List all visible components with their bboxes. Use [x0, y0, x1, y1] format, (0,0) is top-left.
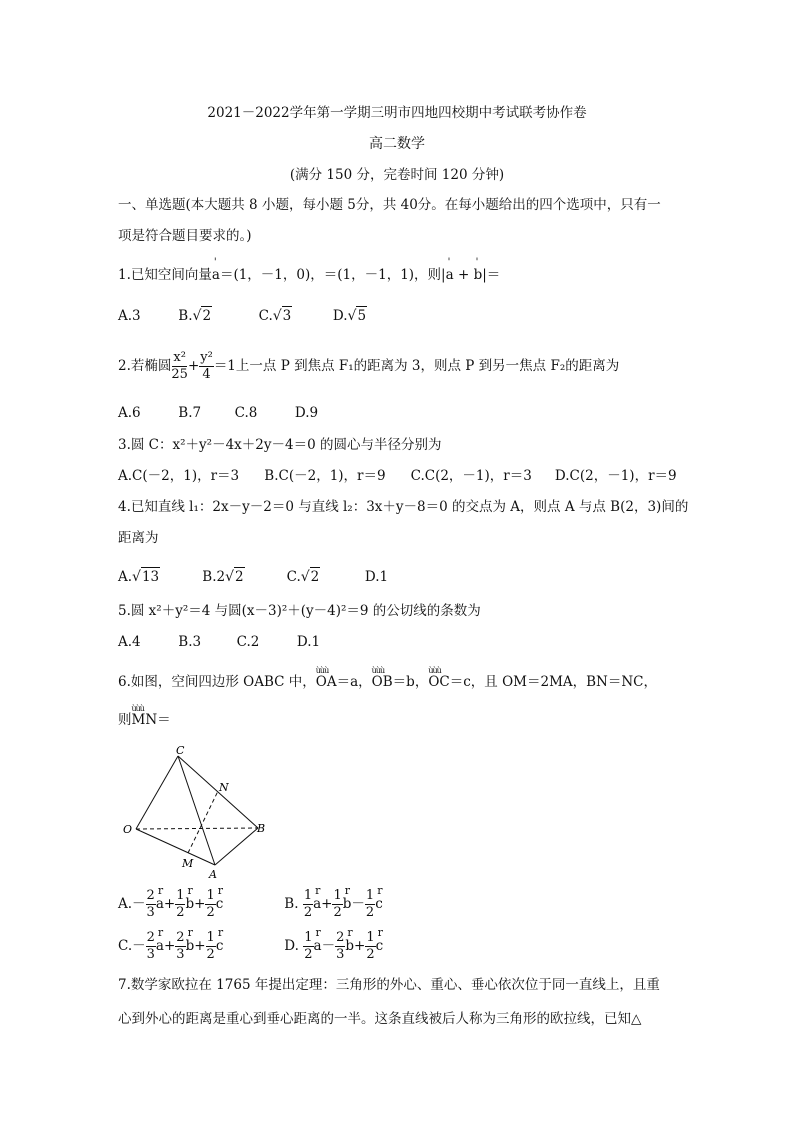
label-a: A: [209, 868, 217, 880]
label-o: O: [123, 823, 133, 836]
question-5: 5.圆 x²＋y²＝4 与圆(x－3)²＋(y－4)²＝9 的公切线的条数为: [118, 603, 481, 619]
edge-oc: [136, 756, 178, 829]
question-7-line1: 7.数学家欧拉在 1765 年提出定理：三角形的外心、重心、垂心依次位于同一直线上，且重: [118, 977, 660, 993]
q1-option-b: B.√2: [178, 308, 212, 324]
q6-options-row2: [118, 928, 383, 964]
question-7-line2: 心到外心的距离是重心到垂心距离的一半。这条直线被后人称为三角形的欧拉线，已知△: [118, 1011, 642, 1027]
section-heading-line2: 项是符合题目要求的。): [118, 228, 252, 244]
q1-option-d: D.√5: [332, 308, 367, 324]
q6-option-d: D. $\frac{1}{2}$ r a－ $\frac{2}{3}$ r b+ $\frac{1}{2}$ r c: [284, 928, 383, 964]
question-1: 1.已知空间向量' a＝(1，－1，0)，＝(1，－1，1)，则|' a + ' b|＝: [118, 266, 500, 284]
question-2-options: A.6 B.7 C.8 D.9: [118, 405, 319, 421]
subject-title: 高二数学: [369, 136, 425, 152]
label-b: B: [257, 822, 266, 835]
tetrahedron-figure: [118, 745, 278, 880]
question-3: 3.圆 C：x²＋y²－4x＋2y－4＝0 的圆心与半径分别为: [118, 437, 442, 453]
label-c: C: [176, 745, 185, 757]
exam-title: 2021－2022学年第一学期三明市四地四校期中考试联考协作卷: [207, 105, 587, 121]
question-5-options: A.4 B.3 C.2 D.1: [118, 634, 321, 650]
q6-option-a: A.－ $\frac{2}{3}$ r a+ $\frac{1}{2}$ r b+ $\frac{1}{2}$ r c: [118, 886, 280, 922]
q6-option-c: C.－ $\frac{2}{3}$ r a+ $\frac{2}{3}$ r b+ $\frac{1}{2}$ r c: [118, 928, 280, 964]
question-1-options: [118, 306, 367, 325]
label-m: M: [182, 857, 194, 870]
edge-ab: [215, 828, 258, 865]
section-heading-line1: 一、单选题(本大题共 8 小题，每小题 5分，共 40分。在每小题给出的四个选项中，只有一: [118, 197, 661, 213]
question-6-line2: 则ùùù MN＝: [118, 711, 171, 729]
question-3-options: A.C(－2，1)，r＝3 B.C(－2，1)，r＝9 C.C(2，－1)，r＝3 D.C(2，－1)，r＝9: [118, 468, 677, 484]
q1-option-a: A.3: [118, 308, 141, 324]
edge-oa: [136, 829, 215, 865]
edge-ob-dashed: [136, 828, 258, 829]
q1-option-c: C.√3: [258, 308, 292, 324]
q6-option-b: B. $\frac{1}{2}$ r a+ $\frac{1}{2}$ r b－ $\frac{1}{2}$ r c: [284, 886, 382, 922]
label-n: N: [219, 781, 229, 794]
question-4-options: A.√13 B.2√2 C.√2 D.1: [118, 569, 389, 585]
segment-mn-dashed: [188, 791, 218, 853]
score-note: (满分 150 分，完卷时间 120 分钟): [289, 167, 505, 183]
question-6-line1: 6.如图，空间四边形 OABC 中，ùùù OA＝a，ùùù OB＝b，ùùù OC＝c，且 OM＝2MA，BN＝NC，: [118, 673, 657, 691]
question-2: 2.若椭圆 $\frac{\text{x²}}{25}$ + $\frac{\text{y²}}{4}$ ＝1上一点 P 到焦点 F₁的距离为 3，则点 P 到另一焦点 F₂的距离为: [118, 350, 620, 382]
question-4-line1: 4.已知直线 l₁：2x－y－2＝0 与直线 l₂：3x＋y－8＝0 的交点为 A，则点 A 与点 B(2，3)间的: [118, 499, 689, 515]
question-4-line2: 距离为: [118, 530, 159, 546]
